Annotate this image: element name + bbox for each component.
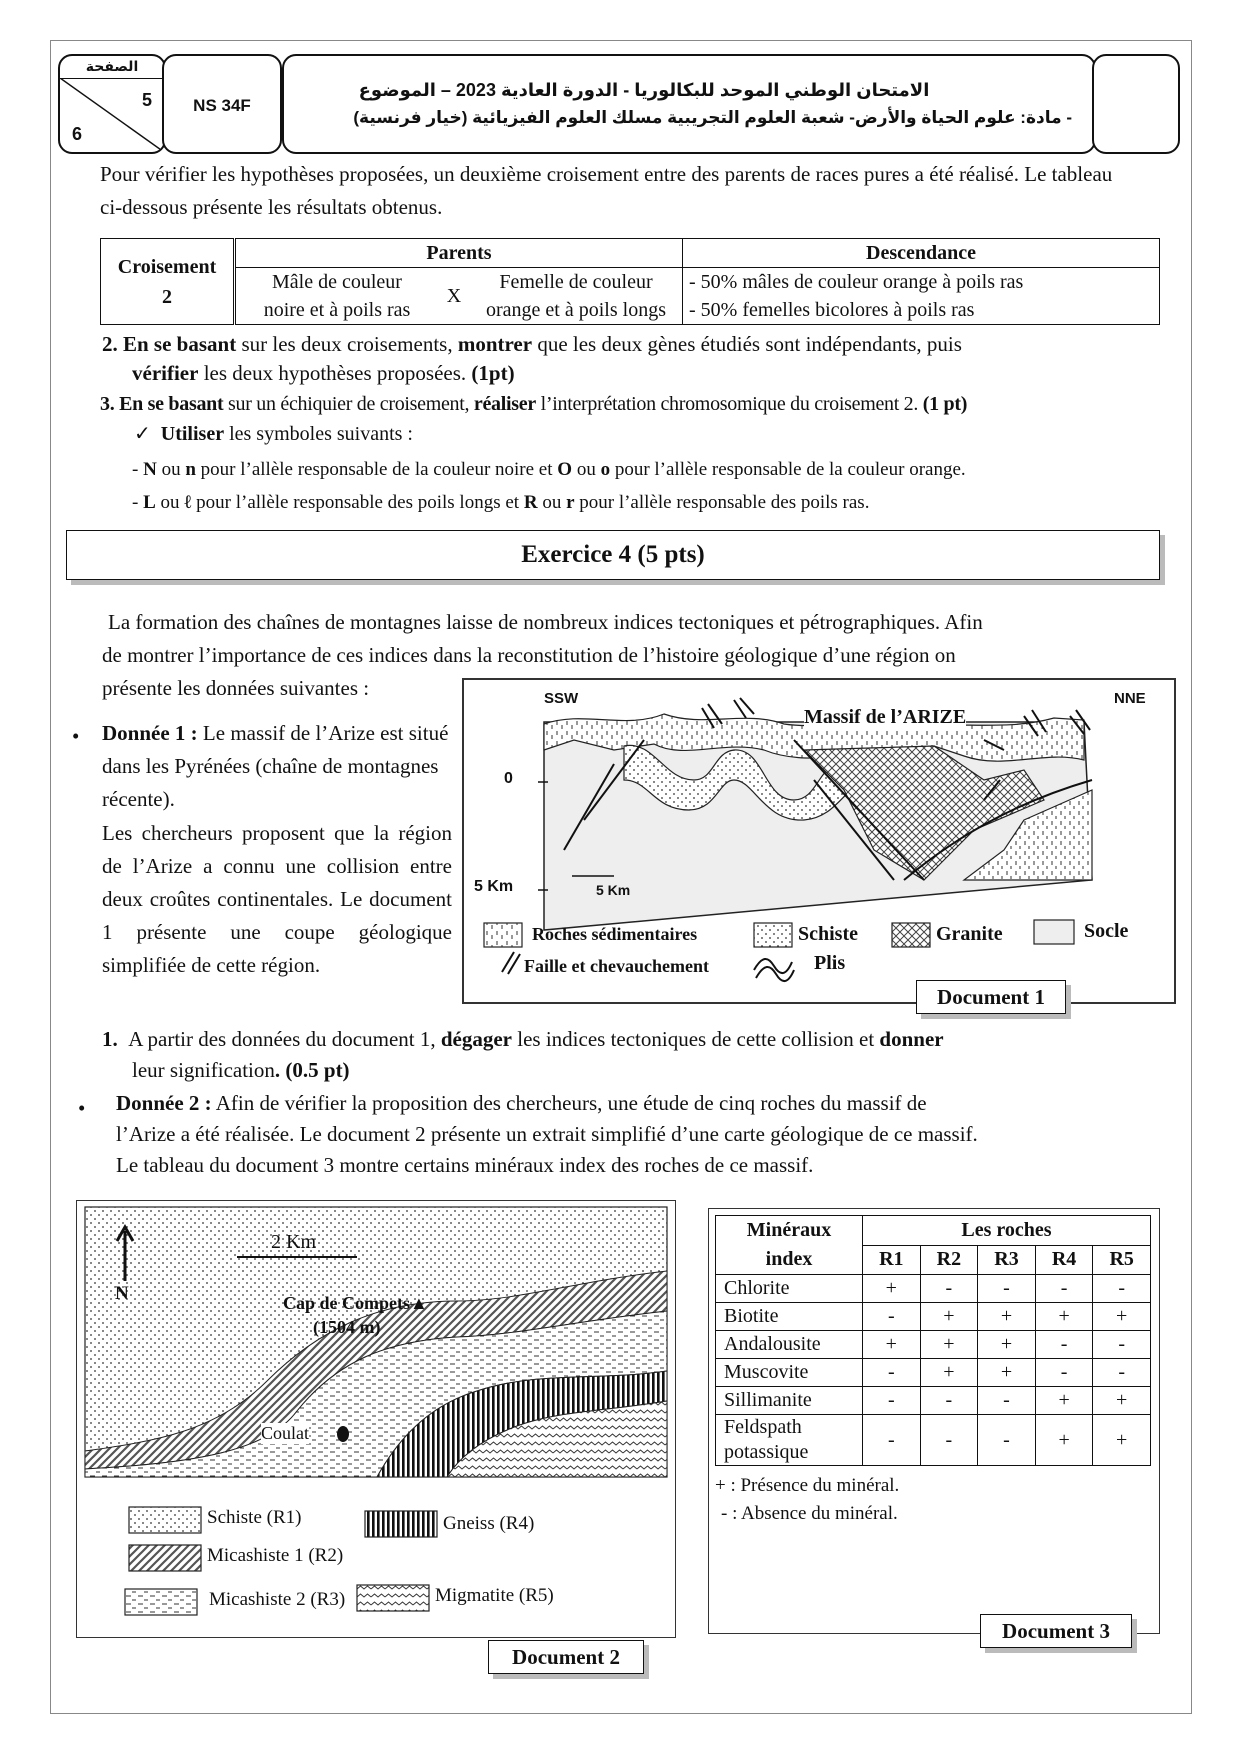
male-line1: Mâle de couleur (272, 271, 402, 293)
female-line1: Femelle de couleur (499, 271, 653, 293)
map-scale-label: 2 Km (271, 1231, 316, 1253)
page-number: 5 (142, 90, 153, 110)
legend-faille: Faille et chevauchement (524, 956, 709, 976)
document-1 (462, 678, 1176, 1004)
col-r5: R5 (1093, 1245, 1151, 1275)
table-row: Feldspath potassique - - - + + (716, 1415, 1151, 1466)
donnee1-bullet: • (72, 724, 80, 748)
legend-r3: Micashiste 2 (R3) (209, 1589, 346, 1610)
intro-text: Pour vérifier les hypothèses proposées, un deuxième croisement entre des parents de races pures a été réalisé. Le tableau ci-dessous présente les résultats obtenus. (100, 162, 1113, 219)
nne-label: NNE (1114, 690, 1146, 707)
question-2: 2. En se basant sur les deux croisements, montrer que les deux gènes étudiés sont indépendants, puis vérifier les deux hypothèses proposées. (1pt) (102, 332, 962, 385)
donnee1-text2: Les chercheurs proposent que la région de l’Arize a connu une collision entre deux croûtes continentales. Le document 1 présente une coupe géologique simplifiée de cette région. (102, 821, 452, 977)
female-line2: orange et à poils longs (486, 299, 666, 321)
question-3: 3. En se basant sur un échiquier de croisement, réaliser l’interprétation chromosomique du croisement 2. (1 pt) (100, 393, 968, 415)
document-3 (708, 1208, 1160, 1634)
symbol-line-1: - N ou n pour l’allèle responsable de la couleur noire et O ou o pour l’allèle responsable de la couleur orange. (132, 459, 966, 480)
page-number-box (58, 54, 166, 154)
col-r4: R4 (1035, 1245, 1093, 1275)
symbol-line-2: - L ou ℓ pour l’allèle responsable des poils longs et R ou r pour l’allèle responsable des poils ras. (132, 492, 870, 513)
ex4-intro-3: présente les données suivantes : (102, 676, 370, 700)
question-1: 1. A partir des données du document 1, dégager les indices tectoniques de cette collision et donner leur signification. (0.5 pt) (102, 1027, 944, 1082)
exam-code: NS 34F (193, 96, 251, 115)
legend-granite: Granite (936, 923, 1003, 945)
minerals-table (715, 1215, 1151, 1466)
male-line2: noire et à poils ras (263, 299, 411, 321)
legend-r4: Gneiss (R4) (443, 1513, 535, 1534)
rocks-header: Les roches (863, 1216, 1151, 1246)
zero-depth-label: 0 (504, 770, 513, 787)
ex4-intro-1: La formation des chaînes de montagnes laisse de nombreux indices tectoniques et pétrographiques. Afin (108, 610, 983, 634)
donnee2-bullet: • (78, 1096, 86, 1120)
ex4-intro-2: de montrer l’importance de ces indices dans la reconstitution de l’histoire géologique d’une région on (102, 643, 956, 667)
legend-absence: - : Absence du minéral. (721, 1503, 898, 1524)
legend-schiste: Schiste (798, 923, 858, 945)
table-row: Biotite - + + + + (716, 1303, 1151, 1331)
scale-label: 5 Km (596, 882, 631, 898)
document-2 (76, 1200, 676, 1638)
legend-r1: Schiste (R1) (207, 1507, 302, 1528)
altitude-label: (1504 m) (313, 1317, 381, 1337)
croisement-label: Croisement (117, 255, 217, 278)
exercise-title: Exercice 4 (5 pts) (521, 541, 705, 568)
descendance-line1: - 50% mâles de couleur orange à poils ras (689, 271, 1024, 293)
descendance-line2: - 50% femelles bicolores à poils ras (689, 299, 975, 321)
use-symbols: ✓ Utiliser les symboles suivants : (134, 423, 413, 445)
col-r3: R3 (978, 1245, 1036, 1275)
blank-box (1092, 54, 1180, 154)
croisement-number: 2 (162, 285, 172, 308)
page-label: الصفحة (85, 58, 139, 74)
parents-header: Parents (235, 239, 683, 268)
legend-r5: Migmatite (R5) (435, 1585, 554, 1606)
minerals-header-l1: Minéraux (746, 1219, 832, 1241)
exam-title-line2: - مادة: علوم الحياة والأرض- شعبة العلوم التجريبية مسلك العلوم الفيزيائية (خيار فرنسية) (353, 108, 1072, 127)
massif-label: Massif de l’ARIZE (804, 706, 967, 728)
legend-r2: Micashiste 1 (R2) (207, 1545, 344, 1566)
north-label: N (115, 1283, 129, 1304)
col-r1: R1 (863, 1245, 921, 1275)
coulat-label: Coulat (261, 1423, 309, 1443)
legend-presence: + : Présence du minéral. (715, 1475, 900, 1496)
table-row: Andalousite + + + - - (716, 1331, 1151, 1359)
document-2-label: Document 2 (488, 1640, 644, 1674)
legend-sedimentary: Roches sédimentaires (532, 924, 698, 944)
legend-socle: Socle (1084, 920, 1129, 942)
minerals-header-l2: index (765, 1248, 813, 1270)
code-box (162, 54, 282, 154)
cap-label: Cap de Compets▲ (283, 1293, 428, 1313)
check-icon: ✓ (134, 423, 151, 445)
donnee1-text: Donnée 1 : Le massif de l’Arize est situé dans les Pyrénées (chaîne de montagnes récente). (102, 721, 449, 811)
cross-table (100, 238, 1160, 325)
document-3-label: Document 3 (980, 1614, 1132, 1648)
table-row: Sillimanite - - - + + (716, 1387, 1151, 1415)
legend-plis: Plis (814, 952, 846, 974)
descendance-header: Descendance (683, 239, 1160, 268)
table-row: Muscovite - + + - - (716, 1359, 1151, 1387)
table-row: Chlorite + - - - - (716, 1275, 1151, 1303)
col-r2: R2 (920, 1245, 978, 1275)
title-box (282, 54, 1096, 154)
document-1-label: Document 1 (916, 980, 1066, 1014)
depth-label: 5 Km (474, 878, 514, 895)
page-total: 6 (72, 124, 83, 144)
exercise-title-box (66, 530, 1160, 580)
ssw-label: SSW (544, 690, 579, 707)
exam-title-line1: الامتحان الوطني الموحد للبكالوريا - الدورة العادية 2023 – الموضوع (358, 80, 930, 100)
donnee2-text: Donnée 2 : Afin de vérifier la proposition des chercheurs, une étude de cinq roches du massif de l’Arize a été réalisée. Le document 2 présente un extrait simplifié d’une carte géologique de ce massif. Le tableau du document 3 montre certains minéraux index des roches de ce massif. (116, 1091, 978, 1177)
geological-map (77, 1201, 675, 1637)
cross-sign: X (438, 268, 470, 325)
